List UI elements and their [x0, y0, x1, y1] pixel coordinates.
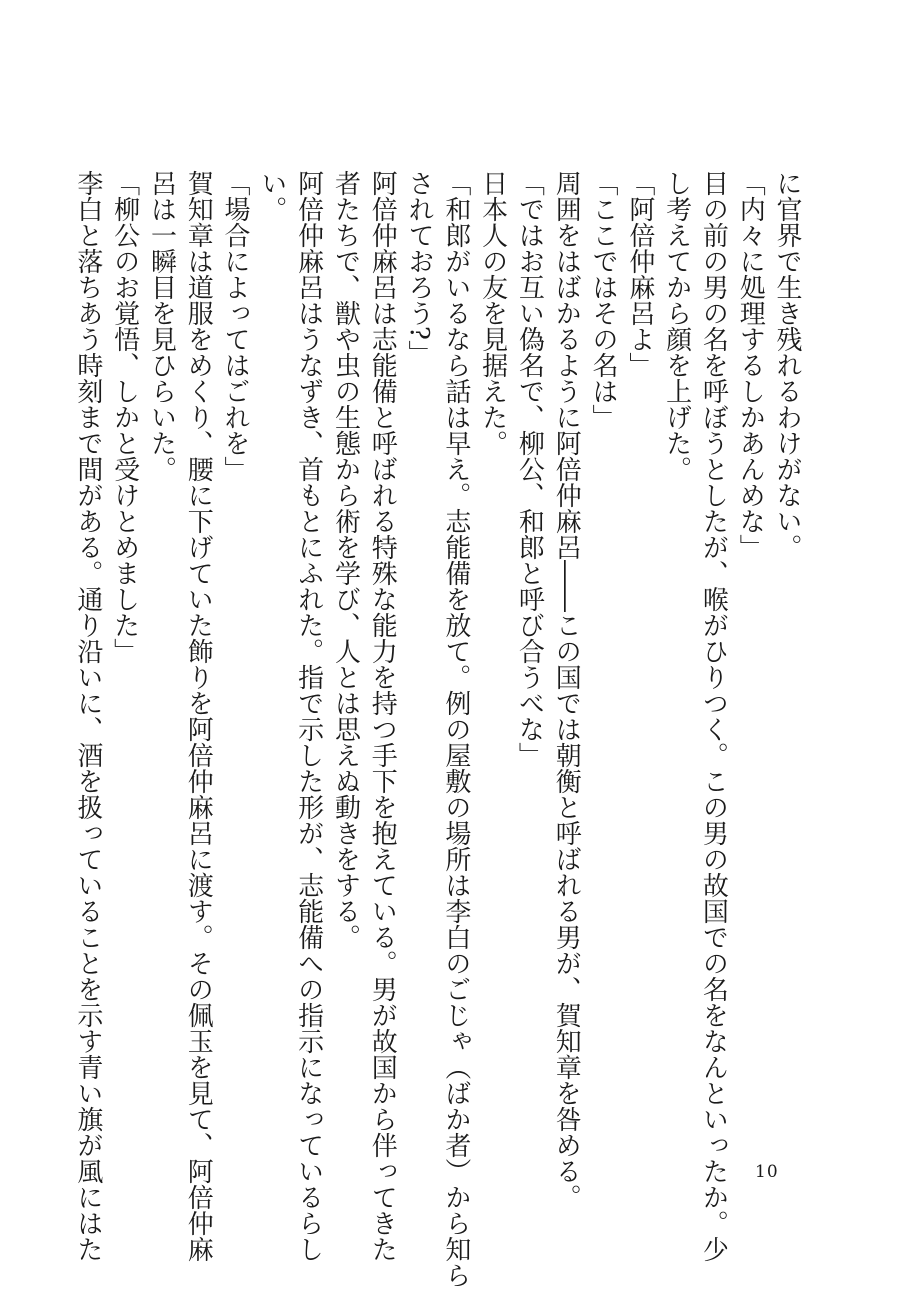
text-line-3: 目の前の男の名を呼ぼうとしたが、喉がひりつく。この男の故国での名をなんといったか。少	[698, 170, 729, 1262]
text-line-20: 李白と落ちあう時刻まで間がある。通り沿いに、酒を扱っていることを示す青い旗が風にはた	[72, 170, 103, 1262]
text-line-6: 「ここではその名は」	[588, 170, 619, 430]
text-line-7: 周囲をはばかるように阿倍仲麻呂――この国では朝衡と呼ばれる男が、賀知章を咎める。	[551, 170, 582, 1210]
text-line-19: 「柳公のお覚悟、しかと受けとめました」	[109, 170, 140, 664]
text-line-16: 「場合によってはごれを」	[220, 170, 251, 482]
text-line-8: 「ではお互い偽名で、柳公、和郎と呼び合うべな」	[514, 170, 545, 768]
text-line-10: 「和郎がいるなら話は早え。志能備を放て。例の屋敷の場所は李白のごじゃ（ばか者）から知ら	[440, 170, 471, 1288]
text-line-14: 阿倍仲麻呂はうなずき、首もとにふれた。指で示した形が、志能備への指示になっているらし	[293, 170, 324, 1262]
text-line-11: されておろう?」	[404, 170, 435, 366]
text-line-18: 呂は一瞬目を見ひらいた。	[146, 170, 177, 482]
page-number: 10	[755, 1162, 779, 1182]
text-line-5: 「阿倍仲麻呂よ」	[624, 170, 655, 378]
text-line-9: 日本人の友を見据えた。	[477, 170, 508, 456]
text-line-15: い。	[256, 170, 287, 222]
text-line-12: 阿倍仲麻呂は志能備と呼ばれる特殊な能力を持つ手下を抱えている。男が故国から伴ってきた	[367, 170, 398, 1262]
text-line-13: 者たちで、獣や虫の生態から術を学び、人とは思えぬ動きをする。	[330, 170, 361, 950]
text-line-4: し考えてから顔を上げた。	[661, 170, 692, 482]
text-line-2: 「内々に処理するしかあんめな」	[735, 170, 766, 560]
text-line-17: 賀知章は道服をめくり、腰に下げていた飾りを阿倍仲麻呂に渡す。その佩玉を見て、阿倍仲麻	[183, 170, 214, 1262]
text-line-1: に官界で生き残れるわけがない。	[772, 170, 802, 560]
